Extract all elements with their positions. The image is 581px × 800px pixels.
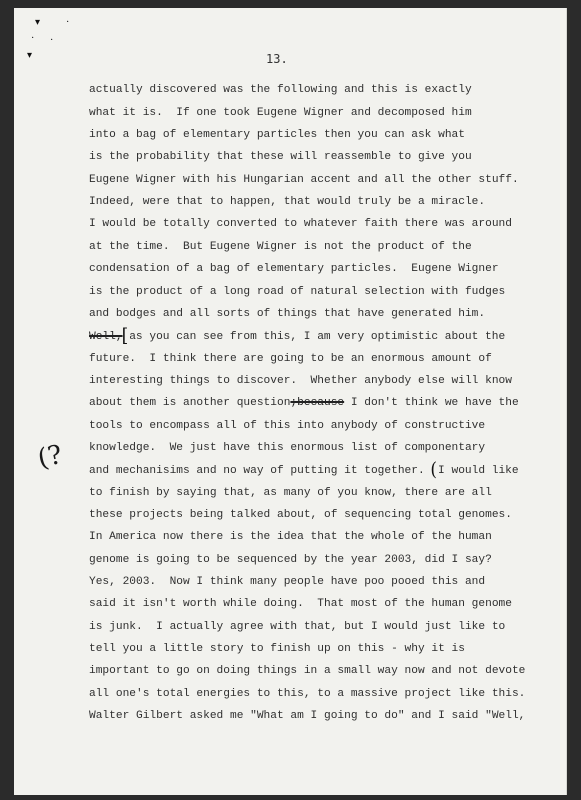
text-line <box>89 527 492 547</box>
text-line <box>89 259 499 279</box>
line-text: and bodges and all sorts of things that have generated him. <box>89 308 486 320</box>
text-line <box>89 125 465 145</box>
line-text: is the probability that these will reassemble to give you <box>89 151 472 163</box>
line-text: actually discovered was the following and this is exactly <box>89 84 472 96</box>
text-line <box>89 505 512 525</box>
punch-mark: ▾ <box>35 17 41 28</box>
text-line <box>89 706 525 726</box>
text-line <box>89 282 505 302</box>
line-text: what it is. If one took Eugene Wigner and decomposed him <box>89 107 472 119</box>
line-text: is junk. I actually agree with that, but I would just like to <box>89 621 506 633</box>
line-text-continued: I would like <box>438 465 519 477</box>
line-text: at the time. But Eugene Wigner is not the product of the <box>89 241 472 253</box>
line-text: Indeed, were that to happen, that would truly be a miracle. <box>89 196 486 208</box>
text-line <box>89 661 525 681</box>
line-text: important to go on doing things in a small way now and not devote <box>89 665 526 677</box>
line-text: future. I think there are going to be an enormous amount of <box>89 353 492 365</box>
text-line <box>89 147 472 167</box>
line-text: into a bag of elementary particles then you can ask what <box>89 129 465 141</box>
line-text: Eugene Wigner with his Hungarian accent and all the other stuff. <box>89 174 519 186</box>
page-number: 13. <box>266 52 288 66</box>
line-text: In America now there is the idea that the whole of the human <box>89 531 492 543</box>
text-line <box>89 371 512 391</box>
text-line <box>89 460 519 480</box>
text-line <box>89 572 485 592</box>
text-line <box>89 594 512 614</box>
line-text: interesting things to discover. Whether anybody else will know <box>89 375 512 387</box>
text-line <box>89 237 472 257</box>
text-line <box>89 304 485 324</box>
line-text: genome is going to be sequenced by the year 2003, did I say? <box>89 554 492 566</box>
text-line <box>89 103 472 123</box>
text-line <box>89 438 485 458</box>
handwritten-bracket-mark: [ <box>121 325 129 347</box>
text-line <box>89 483 492 503</box>
struck-out-word: ;because <box>290 397 345 409</box>
text-line <box>89 349 492 369</box>
text-line <box>89 550 492 570</box>
line-text: said it isn't worth while doing. That most of the human genome <box>89 598 512 610</box>
text-line <box>89 617 505 637</box>
line-text: is the product of a long road of natural selection with fudges <box>89 286 506 298</box>
punch-mark: · <box>66 17 70 28</box>
punch-mark: · <box>50 35 54 46</box>
text-line <box>89 684 525 704</box>
line-text-continued: I don't think we have the <box>344 397 519 409</box>
text-line <box>89 192 485 212</box>
line-text: and mechanisims and no way of putting it together. <box>89 465 432 477</box>
line-text: about them is another question <box>89 397 291 409</box>
text-line <box>89 214 512 234</box>
line-text: Yes, 2003. Now I think many people have poo pooed this and <box>89 576 486 588</box>
text-line <box>89 326 505 346</box>
line-text: condensation of a bag of elementary particles. Eugene Wigner <box>89 263 499 275</box>
handwritten-margin-note: (? <box>35 439 65 475</box>
handwritten-bracket-mark: ( <box>430 459 438 481</box>
line-text-continued: as you can see from this, I am very optimistic about the <box>129 331 506 343</box>
line-text: all one's total energies to this, to a massive project like this. <box>89 688 526 700</box>
text-line <box>89 416 485 436</box>
text-line <box>89 639 465 659</box>
text-line <box>89 393 519 413</box>
text-line <box>89 80 472 100</box>
text-line <box>89 170 519 190</box>
punch-mark: ▾ <box>27 50 33 61</box>
line-text: knowledge. We just have this enormous list of componentary <box>89 442 486 454</box>
line-text: to finish by saying that, as many of you know, there are all <box>89 487 492 499</box>
struck-out-word: Well, <box>89 331 123 343</box>
line-text: Walter Gilbert asked me "What am I going to do" and I said "Well, <box>89 710 526 722</box>
line-text: these projects being talked about, of sequencing total genomes. <box>89 509 512 521</box>
document-page <box>14 8 567 795</box>
line-text: I would be totally converted to whatever faith there was around <box>89 218 512 230</box>
punch-mark: · <box>31 33 35 44</box>
line-text: tools to encompass all of this into anybody of constructive <box>89 420 486 432</box>
line-text: tell you a little story to finish up on this - why it is <box>89 643 465 655</box>
